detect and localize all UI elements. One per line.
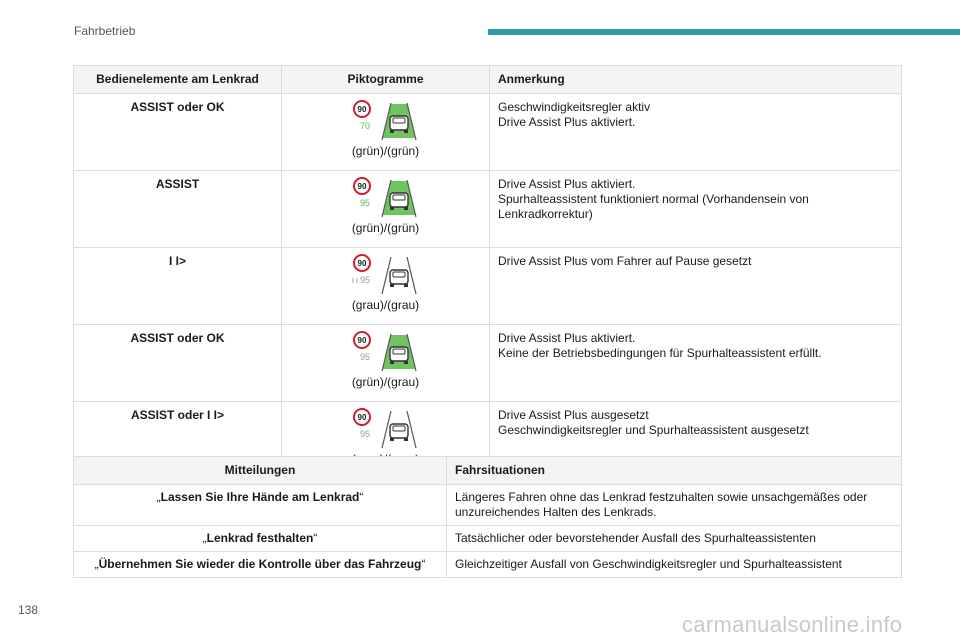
column-header: Bedienelemente am Lenkrad xyxy=(74,66,282,94)
pictogram-color-label: (grau)/(grau) xyxy=(351,298,420,312)
situation-cell: Gleichzeitiger Ausfall von Geschwindigkeitsregler und Spurhalteassistent xyxy=(447,552,902,578)
pictogram-cell xyxy=(282,94,490,171)
set-speed-value: 95 xyxy=(359,429,370,439)
pictogram-table xyxy=(73,65,902,479)
message-text: Lenkrad festhalten xyxy=(206,531,314,545)
column-header: Anmerkung xyxy=(490,66,902,94)
set-speed-value: 95 xyxy=(359,275,370,285)
note-cell xyxy=(490,171,902,248)
set-speed-value: 95 xyxy=(359,198,370,208)
note-cell xyxy=(490,325,902,402)
pictogram-color-label: (grün)/(grün) xyxy=(351,144,420,158)
table-header-row xyxy=(74,457,902,485)
speed-limit-value: 90 xyxy=(357,413,366,422)
note-line: Keine der Betriebsbedingungen für Spurhalteassistent erfüllt. xyxy=(498,346,822,360)
control-cell xyxy=(74,171,282,248)
situation-cell: Tatsächlicher oder bevorstehender Ausfall des Spurhalteassistenten xyxy=(447,526,902,552)
control-cell xyxy=(74,325,282,402)
note-line: Drive Assist Plus aktiviert. xyxy=(498,331,636,345)
header-accent-bar xyxy=(488,29,960,35)
car-wheel-left xyxy=(390,130,394,133)
car-wheel-left xyxy=(390,438,394,441)
drive-assist-icon xyxy=(349,98,423,142)
set-speed-value: 95 xyxy=(359,352,370,362)
quote-close: “ xyxy=(421,557,426,571)
table-row xyxy=(74,552,902,578)
page-number: 138 xyxy=(18,603,39,617)
steering-control-label: ASSIST oder OK xyxy=(130,100,225,114)
table-row xyxy=(74,526,902,552)
speed-limit-sign-icon xyxy=(354,178,370,194)
note-cell xyxy=(490,248,902,325)
car-wheel-left xyxy=(390,207,394,210)
car-wheel-right xyxy=(404,284,408,287)
car-wheel-right xyxy=(404,361,408,364)
quote-open: „ xyxy=(156,490,161,504)
speed-limit-value: 90 xyxy=(357,105,366,114)
table-header-row xyxy=(74,66,902,94)
message-cell xyxy=(74,485,447,526)
note-cell xyxy=(490,94,902,171)
drive-assist-icon xyxy=(349,406,423,450)
car-wheel-right xyxy=(404,130,408,133)
speed-limit-sign-icon xyxy=(354,101,370,117)
message-text: Übernehmen Sie wieder die Kontrolle über das Fahrzeug xyxy=(98,557,422,571)
steering-control-label: ASSIST xyxy=(155,177,200,191)
table-row xyxy=(74,485,902,526)
speed-limit-sign-icon xyxy=(354,332,370,348)
speed-limit-value: 90 xyxy=(357,336,366,345)
table-row xyxy=(74,171,902,248)
car-wheel-left xyxy=(390,361,394,364)
note-line: Drive Assist Plus aktiviert. xyxy=(498,177,636,191)
steering-control-label: I I> xyxy=(168,254,186,268)
pause-symbol: I I xyxy=(351,278,358,285)
control-cell xyxy=(74,94,282,171)
watermark: carmanualsonline.info xyxy=(682,612,903,637)
note-line: Spurhalteassistent funktioniert normal (Vorhandensein von Lenkradkorrektur) xyxy=(498,192,809,221)
messages-table xyxy=(73,456,902,578)
quote-open: „ xyxy=(202,531,207,545)
drive-assist-icon xyxy=(349,252,423,296)
drive-assist-icon xyxy=(349,329,423,373)
quote-open: „ xyxy=(94,557,99,571)
note-line: Drive Assist Plus vom Fahrer auf Pause gesetzt xyxy=(498,254,752,268)
steering-control-label: ASSIST oder I I> xyxy=(130,408,225,422)
situation-cell: Längeres Fahren ohne das Lenkrad festzuhalten sowie unsachgemäßes oder unzureichendes Halten des Lenkrads. xyxy=(447,485,902,526)
message-text: Lassen Sie Ihre Hände am Lenkrad xyxy=(160,490,360,504)
speed-limit-sign-icon xyxy=(354,409,370,425)
car-wheel-left xyxy=(390,284,394,287)
set-speed-value: 70 xyxy=(359,121,370,131)
pictogram-color-label: (grün)/(grau) xyxy=(351,375,420,389)
table-row xyxy=(74,248,902,325)
speed-limit-sign-icon xyxy=(354,255,370,271)
steering-control-label: ASSIST oder OK xyxy=(130,331,225,345)
car-wheel-right xyxy=(404,207,408,210)
pictogram-cell xyxy=(282,248,490,325)
pictogram-color-label: (grün)/(grün) xyxy=(351,221,420,235)
car-wheel-right xyxy=(404,438,408,441)
drive-assist-icon xyxy=(349,175,423,219)
chapter-title: Fahrbetrieb xyxy=(74,24,136,38)
note-line: Drive Assist Plus aktiviert. xyxy=(498,115,636,129)
column-header: Fahrsituationen xyxy=(447,457,902,485)
message-cell xyxy=(74,526,447,552)
speed-limit-value: 90 xyxy=(357,259,366,268)
pictogram-cell xyxy=(282,171,490,248)
quote-close: “ xyxy=(359,490,364,504)
pictogram-cell xyxy=(282,325,490,402)
quote-close: “ xyxy=(313,531,318,545)
note-line: Geschwindigkeitsregler und Spurhalteassistent ausgesetzt xyxy=(498,423,809,437)
speed-limit-value: 90 xyxy=(357,182,366,191)
note-line: Geschwindigkeitsregler aktiv xyxy=(498,100,651,114)
column-header: Piktogramme xyxy=(282,66,490,94)
note-line: Drive Assist Plus ausgesetzt xyxy=(498,408,649,422)
column-header: Mitteilungen xyxy=(74,457,447,485)
message-cell xyxy=(74,552,447,578)
table-row xyxy=(74,94,902,171)
table-row xyxy=(74,325,902,402)
control-cell xyxy=(74,248,282,325)
